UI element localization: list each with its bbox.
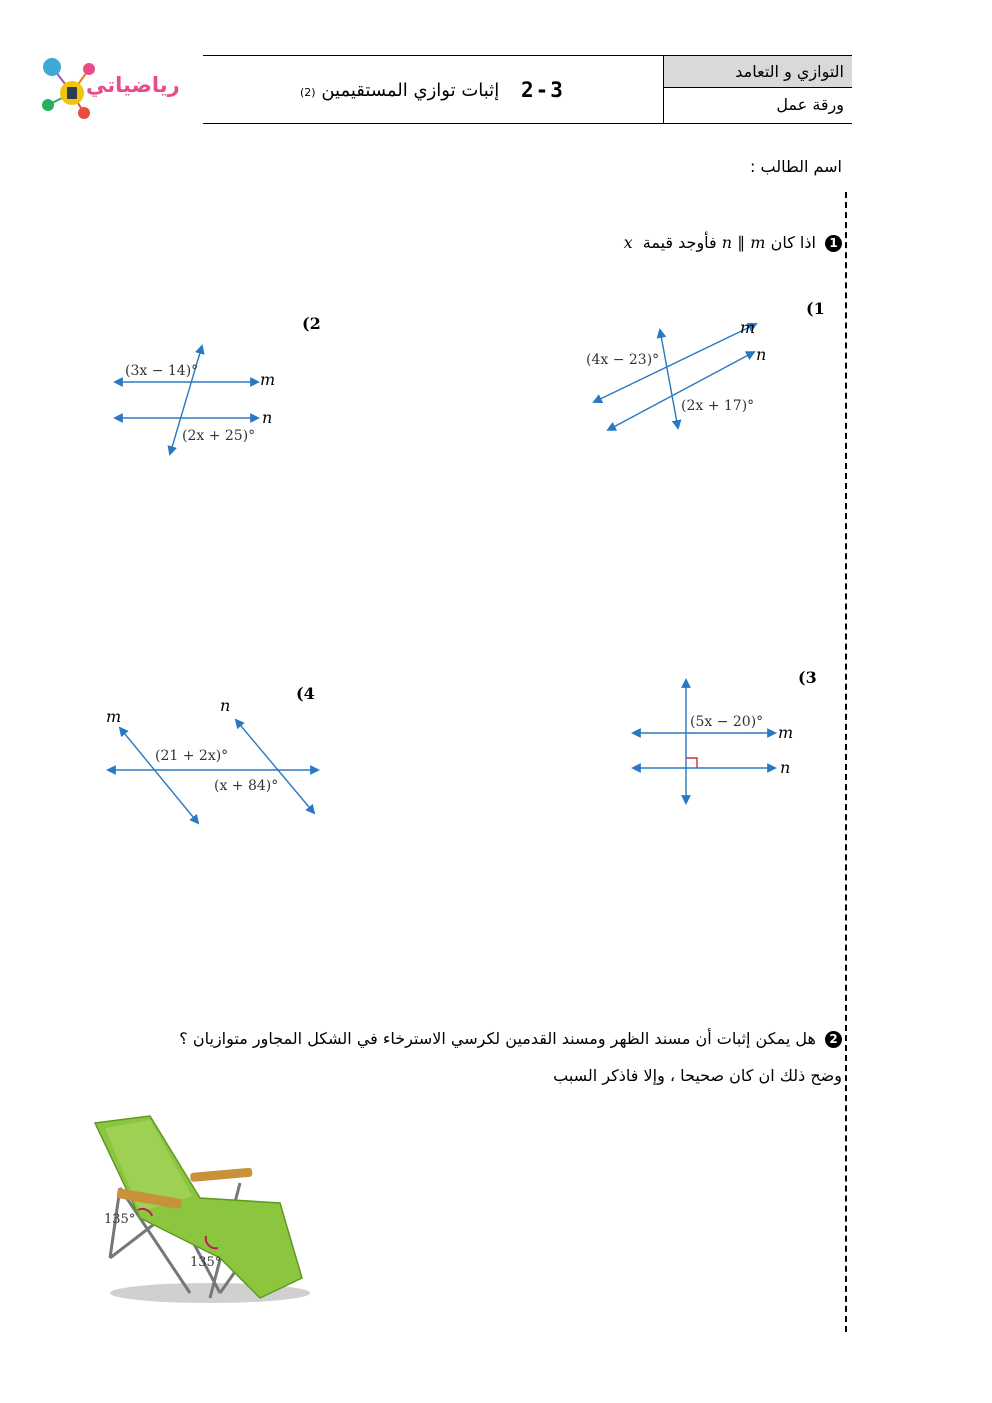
q1-var-n: n [721, 233, 733, 252]
angle-a: (5x − 20)° [690, 714, 764, 730]
label-n: n [262, 408, 273, 427]
line-m [120, 728, 198, 823]
label-m: m [778, 723, 794, 742]
question-1-prompt [624, 233, 842, 252]
problem-3-figure [625, 675, 805, 810]
line-n-slant [236, 720, 314, 813]
label-n: n [780, 758, 791, 777]
angle-a: (21 + 2x)° [155, 748, 229, 764]
problem-1-figure [570, 310, 800, 440]
angle-a: (4x − 23)° [586, 352, 660, 368]
label-n: n [220, 696, 231, 715]
dashed-margin-line [845, 192, 847, 1332]
angle-top-label: 135° [104, 1212, 136, 1227]
q1-text-suffix: فأوجد قيمة [642, 233, 717, 252]
problem-2-label: (2 [302, 314, 321, 333]
q1-text-prefix: اذا كان [770, 233, 816, 252]
q2-text-line1: هل يمكن إثبات أن مسند الظهر ومسند القدمين لكرسي الاسترخاء في الشكل المجاور متوازيان ؟ [179, 1029, 816, 1048]
q1-var-x: x [623, 233, 633, 252]
logo-text: رياضياتي [86, 73, 180, 97]
q1-var-m: m [750, 233, 766, 252]
label-m: m [106, 707, 122, 726]
problem-1-label: (1 [806, 299, 825, 318]
lesson-title-wrapper [300, 80, 499, 101]
angle-b: (x + 84)° [214, 778, 279, 794]
problem-2-figure [110, 340, 290, 460]
question-2-number: 2 [825, 1031, 842, 1048]
label-m: m [260, 370, 276, 389]
angle-b: (2x + 17)° [681, 398, 755, 414]
problem-4-figure [100, 695, 325, 830]
header-border-bottom [203, 123, 852, 124]
q1-parallel-symbol: ∥ [737, 233, 746, 252]
right-angle-mark [686, 758, 697, 768]
label-m: m [740, 318, 756, 337]
student-name-label: اسم الطالب : [750, 157, 842, 176]
angle-b: (2x + 25)° [182, 428, 256, 444]
problem-4-label: (4 [296, 684, 315, 703]
lounge-chair-figure [80, 1108, 320, 1308]
angle-a: (3x − 14)° [125, 363, 199, 379]
label-n: n [756, 345, 767, 364]
lesson-number: 2-3 [521, 78, 565, 102]
transversal [660, 330, 678, 428]
unit-title: التوازي و التعامد [735, 62, 844, 81]
question-2-prompt [179, 1029, 842, 1048]
question-1-number: 1 [825, 235, 842, 252]
problem-3-label: (3 [798, 668, 817, 687]
logo [34, 55, 180, 123]
lesson-part: (2) [300, 86, 316, 99]
sheet-type: ورقة عمل [776, 95, 844, 114]
chair-armrest-back [190, 1168, 253, 1182]
q2-text-line2: وضح ذلك ان كان صحيحا ، وإلا فاذكر السبب [553, 1066, 842, 1085]
angle-bottom-label: 135° [190, 1255, 222, 1270]
lesson-title: إثبات توازي المستقيمين [321, 80, 500, 101]
